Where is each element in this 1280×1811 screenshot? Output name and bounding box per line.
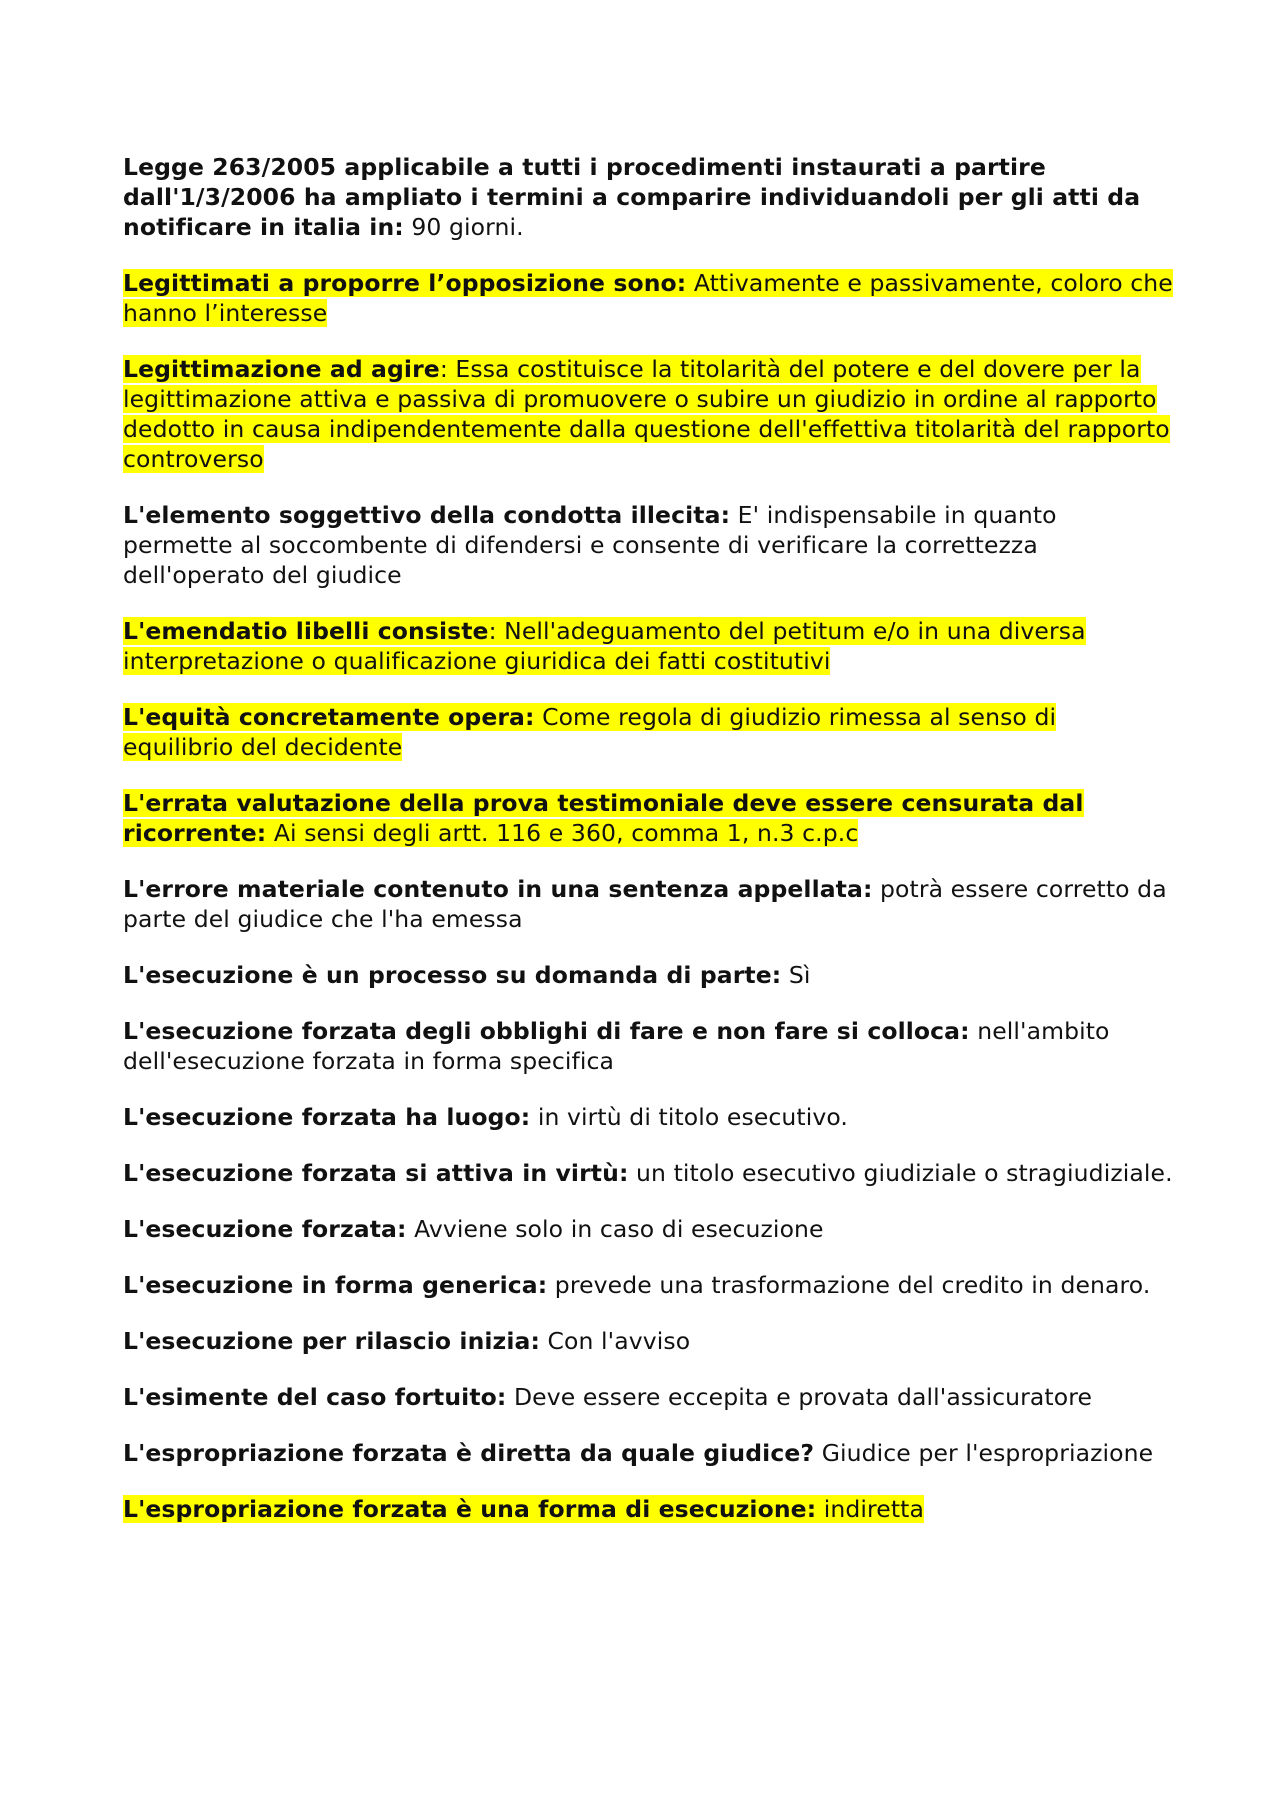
qa-entry [123,1016,1173,1076]
qa-entry [123,1102,1173,1132]
entry-question: L'elemento soggettivo della condotta illecita: [123,501,731,529]
highlighted-text [123,269,1173,327]
entry-answer: un titolo esecutivo giudiziale o stragiudiziale. [628,1159,1173,1187]
entry-answer: Ai sensi degli artt. 116 e 360, comma 1, n.3 c.p.c [266,819,859,847]
document-page [123,152,1173,1550]
entry-question: L'espropriazione forzata è diretta da quale giudice? [123,1439,815,1467]
entry-answer: : Essa costituisce la titolarità del potere e del dovere per la legittimazione attiva e passiva di promuovere o subire un giudizio in ordine al rapporto dedotto in causa indipendentemente dalla questione dell'effettiva titolarità del rapporto controverso [123,355,1170,473]
entry-question: L'errore materiale contenuto in una sentenza appellata: [123,875,873,903]
qa-entry [123,1382,1173,1412]
entry-question: L'emendatio libelli consiste [123,617,489,645]
entry-question: L'esecuzione è un processo su domanda di parte: [123,961,782,989]
entry-text [123,501,1057,589]
entry-text [123,1103,848,1131]
entry-question: L'esecuzione per rilascio inizia: [123,1327,540,1355]
qa-entry [123,1270,1173,1300]
entry-answer: E' indispensabile in quanto permette al soccombente di difendersi e consente di verificare la correttezza dell'operato del giudice [123,501,1057,589]
entry-answer: Come regola di giudizio rimessa al senso di equilibrio del decidente [123,703,1057,761]
entry-question: L'esecuzione forzata si attiva in virtù: [123,1159,629,1187]
qa-entry [123,874,1173,934]
highlighted-text [123,355,1170,473]
entry-question: L'esecuzione in forma generica: [123,1271,548,1299]
qa-entry [123,268,1173,328]
entry-question: Legittimazione ad agire [123,355,440,383]
highlighted-text [123,617,1086,675]
entry-text [123,1383,1092,1411]
qa-entry [123,354,1173,474]
qa-entry [123,500,1173,590]
entry-question: L'esecuzione forzata degli obblighi di fare e non fare si colloca: [123,1017,970,1045]
entry-answer: 90 giorni. [403,213,524,241]
qa-entry [123,1158,1173,1188]
qa-entry [123,1326,1173,1356]
entry-answer: nell'ambito dell'esecuzione forzata in forma specifica [123,1017,1110,1075]
entry-answer: Attivamente e passivamente, coloro che hanno l’interesse [123,269,1173,327]
qa-entry [123,1494,1173,1524]
qa-entry [123,152,1173,242]
qa-entry [123,702,1173,762]
entry-answer: prevede una trasformazione del credito in denaro. [547,1271,1151,1299]
entry-question: L'esimente del caso fortuito: [123,1383,507,1411]
qa-entry [123,616,1173,676]
entry-answer: Sì [781,961,811,989]
entry-text [123,1271,1150,1299]
entry-text [123,1017,1110,1075]
entry-question: L'esecuzione forzata ha luogo: [123,1103,531,1131]
entry-answer: Avviene solo in caso di esecuzione [406,1215,824,1243]
entry-text [123,875,1167,933]
entry-text [123,1327,690,1355]
entry-text [123,961,811,989]
entry-text [123,1439,1153,1467]
entry-question: Legge 263/2005 applicabile a tutti i procedimenti instaurati a partire dall'1/3/2006 ha ampliato i termini a comparire individuandoli per gli atti da notificare in italia in: [123,153,1141,241]
entry-question: Legittimati a proporre l’opposizione sono: [123,269,687,297]
qa-entry [123,1214,1173,1244]
entry-question: L'espropriazione forzata è una forma di esecuzione: [123,1495,817,1523]
qa-entry [123,788,1173,848]
entry-answer: Deve essere eccepita e provata dall'assicuratore [506,1383,1093,1411]
qa-entry [123,1438,1173,1468]
entry-question: L'equità concretamente opera: [123,703,535,731]
qa-entry [123,960,1173,990]
highlighted-text [123,1495,924,1523]
entry-answer: in virtù di titolo esecutivo. [530,1103,848,1131]
entry-question: L'esecuzione forzata: [123,1215,407,1243]
entry-text [123,1159,1173,1187]
entry-answer: Giudice per l'espropriazione [814,1439,1154,1467]
entry-text [123,1215,824,1243]
entry-text [123,153,1140,241]
highlighted-text [123,703,1056,761]
entry-answer: potrà essere corretto da parte del giudice che l'ha emessa [123,875,1167,933]
highlighted-text [123,789,1084,847]
entry-answer: Con l'avviso [539,1327,691,1355]
entry-question: L'errata valutazione della prova testimoniale deve essere censurata dal ricorrente: [123,789,1084,847]
entry-answer: : Nell'adeguamento del petitum e/o in una diversa interpretazione o qualificazione giuridica dei fatti costitutivi [123,617,1086,675]
entry-answer: indiretta [816,1495,924,1523]
